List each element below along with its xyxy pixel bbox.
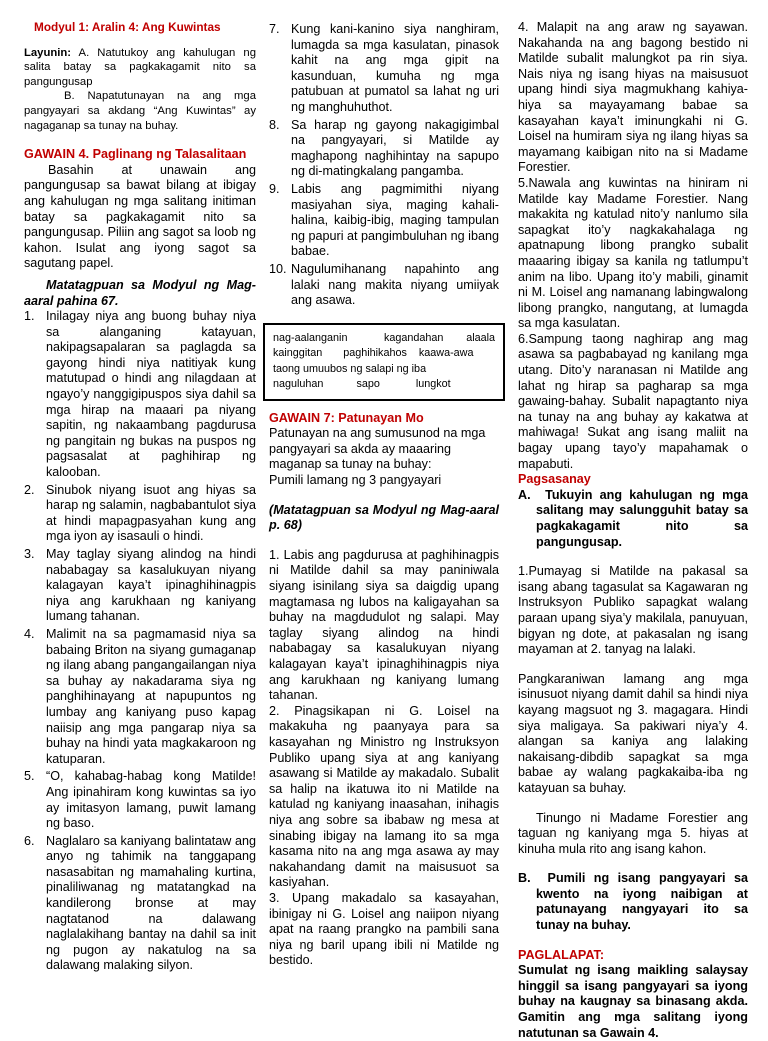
module-title: Modyul 1: Aralin 4: Ang Kuwintas: [34, 20, 221, 34]
gawain4-list-continued: [269, 22, 499, 309]
list-item: 1. Inilagay niya ang buong buhay niya sa alanganing katayuan, nakipagsapalaran sa paglagda sa gayong hindi niya natitiyak kung matutupad o hindi ang nilagdaan at ngayo’y nanggigipuspos siya dahil sa mga hirap na maaari pa niyang sapitin, ng nakaambang pagdurusa ng pangitain ng bukas na puspos ng pagsasalat at paghihirap ng kalooban.: [24, 309, 256, 480]
objective-b: B. Napatutunayan na ang mga pangyayari sa akdang “Ang Kuwintas” ay nagaganap sa tunay na buhay.: [24, 90, 256, 132]
paglalapat-text: Sumulat ng isang maikling salaysay hinggil sa isang pangyayari sa iyong buhay na kaugnay sa binasang akda. Gamitin ang mga salitang iyong natutunan sa Gawain 4.: [518, 963, 748, 1040]
word-choice: kainggitan: [273, 347, 323, 360]
list-item: 8. Sa harap ng gayong nakagigimbal na pangyayari, si Matilde ay maghapong naghihintay na sapupo ng di-matingkalang pangamba.: [269, 117, 499, 179]
gawain7-item: 5.Nawala ang kuwintas na hiniram ni Matilde kay Madame Forestier. Nang makakita ng katulad nito’y nanlumo sila sapagkat ito’y nagkakahalaga ng apatnapung libong prangko subalit maaaring ibigay sa kanila ng tatlumpu’t anim na libo. Upang ito’y mabili, ginamit ni M. Loisel ang namanang labingwalong libong prangko, nangutang, at lumagda sa mga kasulatan.: [518, 175, 748, 331]
word-choice: alaala: [466, 331, 496, 344]
list-item: 4. Malimit na sa pagmamasid niya sa babaing Briton na siyang gumaganap ng ilang abang pangangailangan niya sa buhay ay nakadarama siya ng panghihinayang at napupuntos ng lumbay ang kaniyang puso kapag naiisip ang mga pangarap niya sa buhay na hindi yata magkakaroon ng katuparan.: [24, 626, 256, 766]
pagsasanay-paragraph-2: Pangkaraniwan lamang ang mga isinusuot niyang damit dahil sa hindi niya kayang magsuot ng 3. magagara. Hindi siya maligaya. Sa pakiwari niya’y 4. alangan sa kaniya ang lalaking nakaisang-dibdib sapagkat sa mga babae ay walang pagkakaiba-iba ng katayuan sa buhay.: [518, 671, 748, 795]
word-choice: kaawa-awa: [418, 347, 474, 360]
pagsasanay-paragraph-1: 1.Pumayag si Matilde na pakasal sa isang abang tagasulat sa Kagawaran ng Instruksyon Publiko sapagkat walang paraan upang siya’y makilala, panuyuan, bigyan ng dote, at pakasalan ng isang mayaman at 2. tanyag na lalaki.: [518, 564, 748, 657]
gawain4-source: Matatagpuan sa Modyul ng Mag-aaral pahina 67.: [24, 277, 256, 308]
word-choice: sapo: [356, 378, 380, 391]
gawain7-item: 1. Labis ang pagdurusa at paghihinagpis ni Matilde dahil sa may paniniwala siyang isinilang siya sa daigdig upang magtamasa ng lubos na kaligayahan sa buhay na magdudulot ng salapi. May taglay siyang alindog na hindi nababagay sa kasalukuyan niyang kalagayan kaya’t ipinaghihinagpis niya ang karukhaan ng kaniyang lumang tahanan.: [269, 547, 499, 703]
list-item: 9. Labis ang pagmimithi niyang masiyahan siya, maging kahali-halina, kaibig-ibig, maging tampulan ng papuri at pangimbuluhan ng ibang babae.: [269, 181, 499, 259]
list-item: 10. Nagulumihanang napahinto ang lalaki nang makita niyang umiiyak ang asawa.: [269, 261, 499, 308]
gawain7-instructions: Patunayan na ang sumusunod na mga pangyayari sa akda ay maaaring maganap sa tunay na buhay:: [269, 426, 486, 472]
pagsasanay-a: A. Tukuyin ang kahulugan ng mga salitang may salungguhit batay sa pagkakagamit nito sa pangungusap.: [518, 487, 749, 549]
column-right: [518, 20, 748, 1041]
column-left: [24, 20, 256, 976]
gawain7-heading: GAWAIN 7: Patunayan Mo: [269, 410, 424, 425]
pagsasanay-paragraph-3: Tinungo ni Madame Forestier ang taguan ng kaniyang mga 5. hiyas at kinuha mula rito ang isang kahon.: [518, 810, 748, 856]
word-choices-box: [263, 323, 505, 401]
gawain4-instructions: Basahin at unawain ang pangungusap sa bawat bilang at ibigay ang kahulugan ng mga salitang initiman batay sa pagkakagamit nito sa pangungusap. Piliin ang sagot sa loob ng kahon. Isulat ang iyong sagot sa sagutang papel.: [24, 162, 256, 271]
word-choice: lungkot: [415, 378, 451, 391]
gawain7-item: 6.Sampung taong naghirap ang mag asawa sa pagbabayad ng kanilang mga utang. Dito’y naranasan ni Matilde ang lahat ng hirap sa pagharap sa mga gawaing-bahay. Subalit napagtanto niya na tunay na ang buhay ay kakatwa at mahiwaga! Sukat ang isang maliit na bagay upang tayo’y mapahamak o mapabuti.: [518, 331, 748, 471]
objective-a: [24, 46, 256, 90]
word-choice: nag-aalanganin: [273, 331, 348, 344]
word-choice: kagandahan: [383, 331, 444, 344]
word-choice: paghihikahos: [343, 347, 407, 360]
column-middle: [269, 22, 499, 969]
objective-a-text: A. Natutukoy ang kahulugan ng salita batay sa pagkakagamit nito sa pangungusap: [24, 46, 256, 88]
gawain4-list: [24, 309, 256, 974]
word-choice: taong umuubos ng salapi ng iba: [273, 362, 427, 375]
paglalapat-heading: PAGLALAPAT:: [518, 947, 605, 962]
objectives: [24, 46, 256, 134]
gawain7-item: 4. Malapit na ang araw ng sayawan. Nakahanda na ang bagong bestido ni Matilde subalit malungkot pa rin siya. Nais niya ng isang hiyas na maisusuot upang hindi siya magmukhang kahiya-hiya sa mayayamang babae sa kasayahan kaya’t iminungkahi ni G. Loisel na humiram siya ng ilang hiyas sa mayamang kaibigan nito na si Madame Forestier.: [518, 20, 748, 175]
gawain7-item: 2. Pinagsikapan ni G. Loisel na makakuha ng paanyaya para sa kasayahan ng Ministro ng Instruksyon Publiko upang siya at ang kaniyang asawang si Matilde ay makadalo. Subalit sa halip na ikatuwa ito ni Matilde na katulad ng kaniyang inaasahan, inihagis niya ang sobre sa ibabaw ng mesa at sinabing ibigay na lamang ito sa mga kasama nito na ang mga asawa ay may nakahandang damit na maisusuot sa kasiyahan.: [269, 703, 499, 890]
gawain4-heading: GAWAIN 4. Paglinang ng Talasalitaan: [24, 147, 247, 162]
objectives-label: Layunin:: [24, 46, 72, 59]
gawain7-item: 3. Upang makadalo sa kasayahan, ibinigay ni G. Loisel ang naiipon niyang apat na raang prangko na pambili sana niya ng baril upang ibili ni Matilde ng bestido.: [269, 890, 499, 968]
list-item: 7. Kung kani-kanino siya nanghiram, lumagda sa mga kasulatan, pinasok kahit na ang mga gipit na kasunduan, kumuha ng mga patubuan at pumatol sa lahat ng uri ng manghuhuthot.: [269, 22, 499, 114]
list-item: 6. Naglalaro sa kaniyang balintataw ang anyo ng tahimik na tanggapang nasasabitan ng mamahaling kurtina, pinaliliwanag ng matatangkad na kandilerong bronse at may nagtatanod na dalawang naglalakihang bantay na dahil sa init ng pugon ay nakatulog na sa dalawang malaking silyon.: [24, 833, 256, 973]
pagsasanay-b: B. Pumili ng isang pangyayari sa kwento na iyong naibigan at patunayang nangyayari ito sa tunay na buhay.: [518, 871, 749, 933]
list-item: 3. May taglay siyang alindog na hindi nababagay sa kasalukuyan niyang kalagayan kaya’t ipinaghihinagpis niya ang karukhaan ng kaniyang lumang tahanan.: [24, 547, 256, 624]
gawain7-choose: Pumili lamang ng 3 pangyayari: [269, 473, 442, 488]
pagsasanay-heading: Pagsasanay: [518, 472, 591, 487]
list-item: 2. Sinubok niyang isuot ang hiyas sa harap ng salamin, nagbabantulot siya at hindi mapagpasyahan kung ang mga iyon ay isasauli o hindi.: [24, 482, 256, 544]
list-item: 5. “O, kahabag-habag kong Matilde! Ang ipinahiram kong kuwintas sa iyo ay imitasyon lamang, puwit lamang ng baso.: [24, 769, 256, 831]
gawain7-source: (Matatagpuan sa Modyul ng Mag-aaral p. 68): [269, 502, 499, 533]
word-choice: naguluhan: [273, 378, 324, 391]
